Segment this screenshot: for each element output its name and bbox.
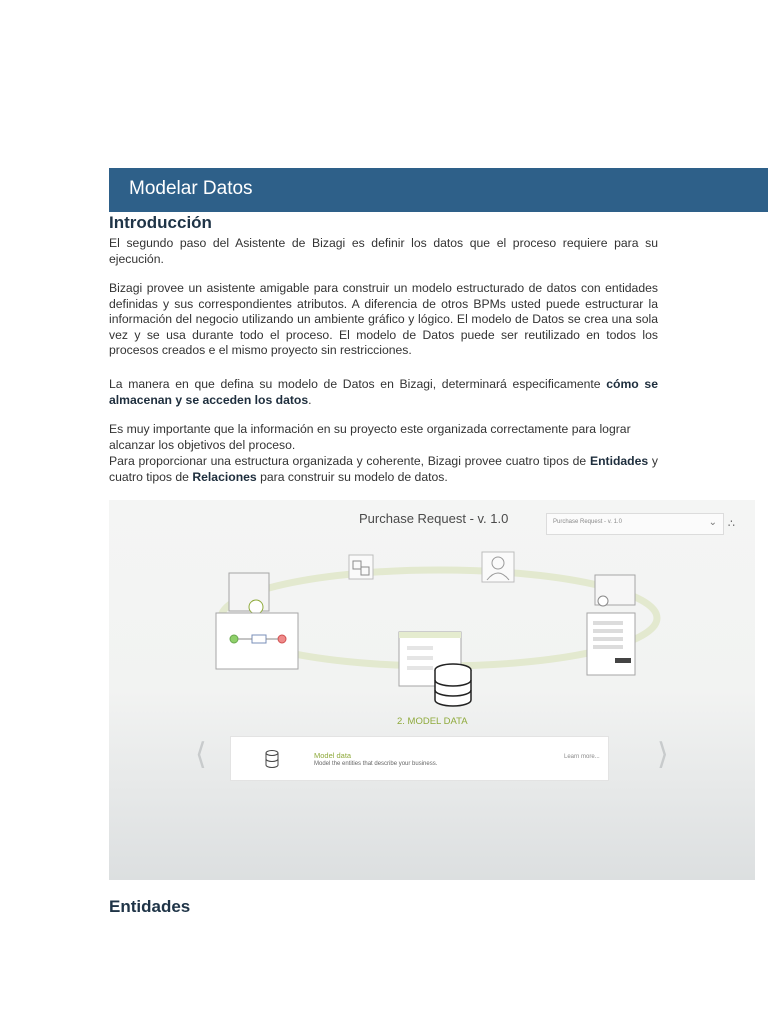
puzzle-icon (349, 555, 373, 579)
database-icon (264, 749, 280, 769)
card-title: Model data (314, 751, 352, 760)
chevron-down-icon: ⌄ (708, 517, 717, 528)
paragraph-text (109, 377, 658, 408)
wizard-ring-illustration (109, 500, 755, 880)
paragraph-text: Es muy importante que la información en su proyecto este organizada correctamente para lograr alcanzar los objetivos del proceso. (109, 422, 631, 452)
entities-heading: Entidades (109, 897, 191, 916)
text-run: . (308, 392, 312, 407)
dropdown-value: Purchase Request - v. 1.0 (553, 519, 622, 525)
paragraph-importance (109, 422, 658, 485)
bold-text: cómo se almacenan y se acceden los datos (109, 377, 658, 407)
dots-menu-icon[interactable]: ∴ (728, 518, 735, 530)
bold-text: Entidades (589, 454, 649, 468)
process-title: Purchase Request - v. 1.0 (359, 511, 509, 526)
intro-heading: Introducción (109, 213, 212, 232)
text-run: Para proporcionar una estructura organizada y coherente, Bizagi provee cuatro tipos de (109, 454, 590, 468)
form-icon (587, 575, 635, 675)
page-title: Modelar Datos (129, 178, 253, 199)
text-run: y cuatro tipos de (109, 454, 658, 484)
user-icon (482, 552, 514, 582)
chevron-right-icon[interactable]: ⟩ (657, 738, 669, 771)
card-description: Model the entities that describe your business. (314, 761, 438, 767)
text-run: para construir su modelo de datos. (256, 469, 448, 484)
learn-more-link[interactable]: Learn more... (564, 754, 600, 760)
bizagi-screenshot (109, 500, 755, 880)
paragraph-wizard (109, 281, 658, 359)
process-version-dropdown[interactable] (546, 513, 724, 535)
model-data-card[interactable] (230, 736, 609, 781)
section-banner (109, 168, 768, 212)
paragraph-intro (109, 236, 658, 267)
text-run: La manera en que defina su modelo de Datos en Bizagi, determinará especificamente (109, 377, 607, 391)
step-label: 2. MODEL DATA (397, 716, 468, 727)
bold-text: Relaciones (192, 469, 257, 484)
paragraph-text: El segundo paso del Asistente de Bizagi es definir los datos que el proceso requiere para su ejecución. (109, 236, 658, 266)
data-model-icon (399, 632, 471, 706)
paragraph-text: Bizagi provee un asistente amigable para construir un modelo estructurado de datos con entidades definidas y sus correspondientes atributos. A diferencia de otros BPMs usted puede estructurar la información del negocio utilizando un ambiente gráfico y lógico. El modelo de Datos se crea una sola vez y se usa durante todo el proceso. El modelo de Datos puede ser reutilizado en todos los procesos creados e el mismo proyecto sin restricciones. (109, 281, 658, 357)
paragraph-text (109, 454, 658, 485)
paragraph-definition (109, 377, 658, 408)
chevron-left-icon[interactable]: ⟨ (195, 738, 207, 771)
